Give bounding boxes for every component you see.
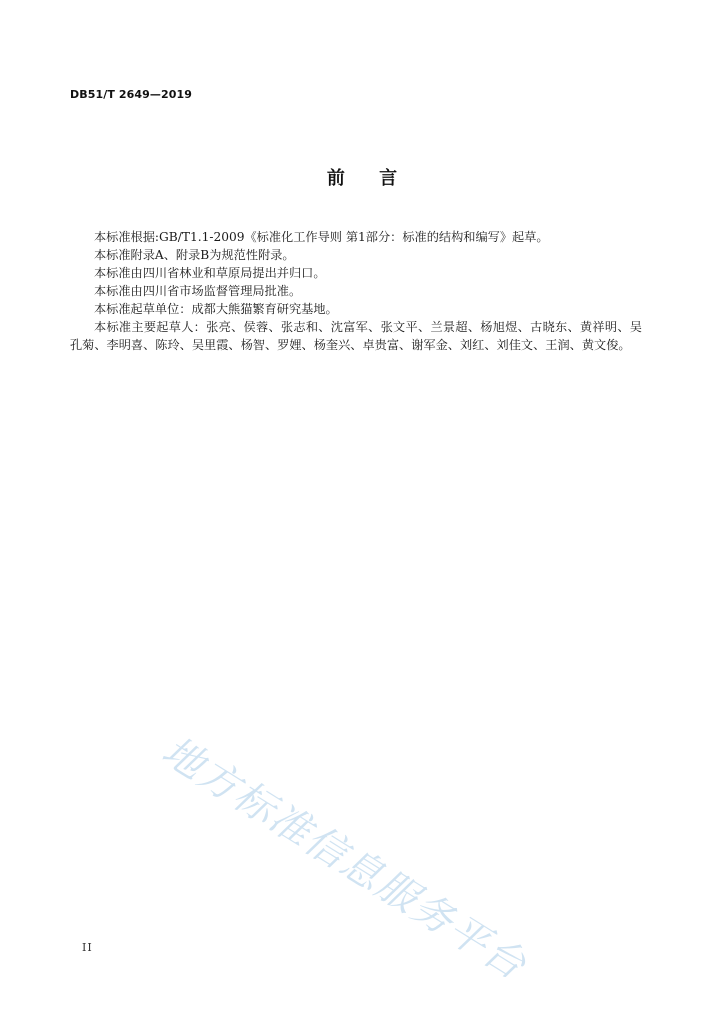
standard-code: DB51/T 2649—2019 <box>70 88 193 101</box>
paragraph-proposer: 本标准由四川省林业和草原局提出并归口。 <box>94 266 326 280</box>
paragraph-drafters: 本标准主要起草人：张亮、侯蓉、张志和、沈富军、张文平、兰景超、杨旭煜、古晓东、黄祥明、吴孔菊、李明喜、陈玲、吴里霞、杨智、罗娌、杨奎兴、卓贵富、谢军金、刘红、刘佳文、王润、黄文俊。 <box>70 320 642 352</box>
page-title: 前 言 <box>326 168 412 189</box>
paragraph-basis: 本标准根据:GB/T1.1-2009《标准化工作导则 第1部分：标准的结构和编写》起草。 <box>94 230 549 244</box>
page-number: II <box>82 941 93 954</box>
paragraph-approver: 本标准由四川省市场监督管理局批准。 <box>94 284 302 298</box>
foreword-body <box>70 228 642 354</box>
paragraph-appendix: 本标准附录A、附录B为规范性附录。 <box>94 248 295 262</box>
watermark: 地方标准信息服务平台 <box>153 727 535 990</box>
paragraph-drafting-unit: 本标准起草单位：成都大熊猫繁育研究基地。 <box>94 302 338 316</box>
